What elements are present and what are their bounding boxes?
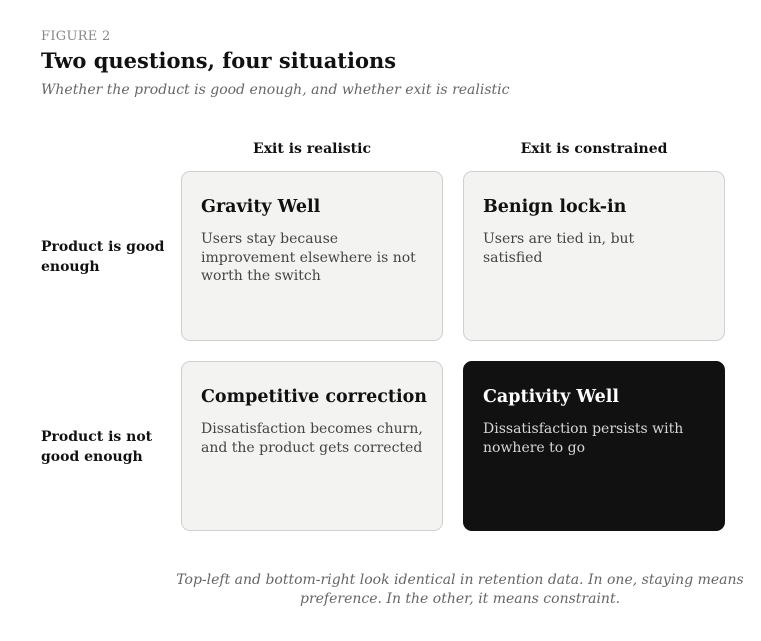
figure-caption: Top-left and bottom-right look identical in retention data. In one, staying means preference. In the other, it means constraint. — [176, 572, 744, 607]
quadrant-description: Users stay because improvement elsewhere is not worth the switch — [201, 231, 416, 284]
quadrant-captivity-well — [463, 361, 725, 531]
quadrant-description: Dissatisfaction becomes churn, and the product gets corrected — [201, 421, 423, 456]
column-header-exit-constrained: Exit is constrained — [520, 141, 668, 157]
figure-title: Two questions, four situations — [41, 48, 397, 73]
quadrant-title: Captivity Well — [483, 387, 620, 407]
quadrant-title: Competitive correction — [201, 387, 428, 407]
quadrant-title: Gravity Well — [201, 197, 321, 217]
row-header-product-not-good: Product is not good enough — [41, 429, 153, 465]
quadrant-description: Dissatisfaction persists with nowhere to go — [483, 421, 684, 456]
quadrant-gravity-well — [181, 171, 443, 341]
figure-label: FIGURE 2 — [41, 29, 111, 44]
quadrant-description: Users are tied in, but satisfied — [483, 231, 635, 266]
quadrant-benign-lock-in — [463, 171, 725, 341]
figure-subtitle: Whether the product is good enough, and whether exit is realistic — [41, 82, 510, 98]
quadrant-title: Benign lock-in — [483, 197, 627, 217]
column-header-exit-realistic: Exit is realistic — [253, 141, 371, 157]
row-header-product-good: Product is good enough — [41, 239, 165, 275]
quadrant-competitive-correction — [181, 361, 443, 531]
